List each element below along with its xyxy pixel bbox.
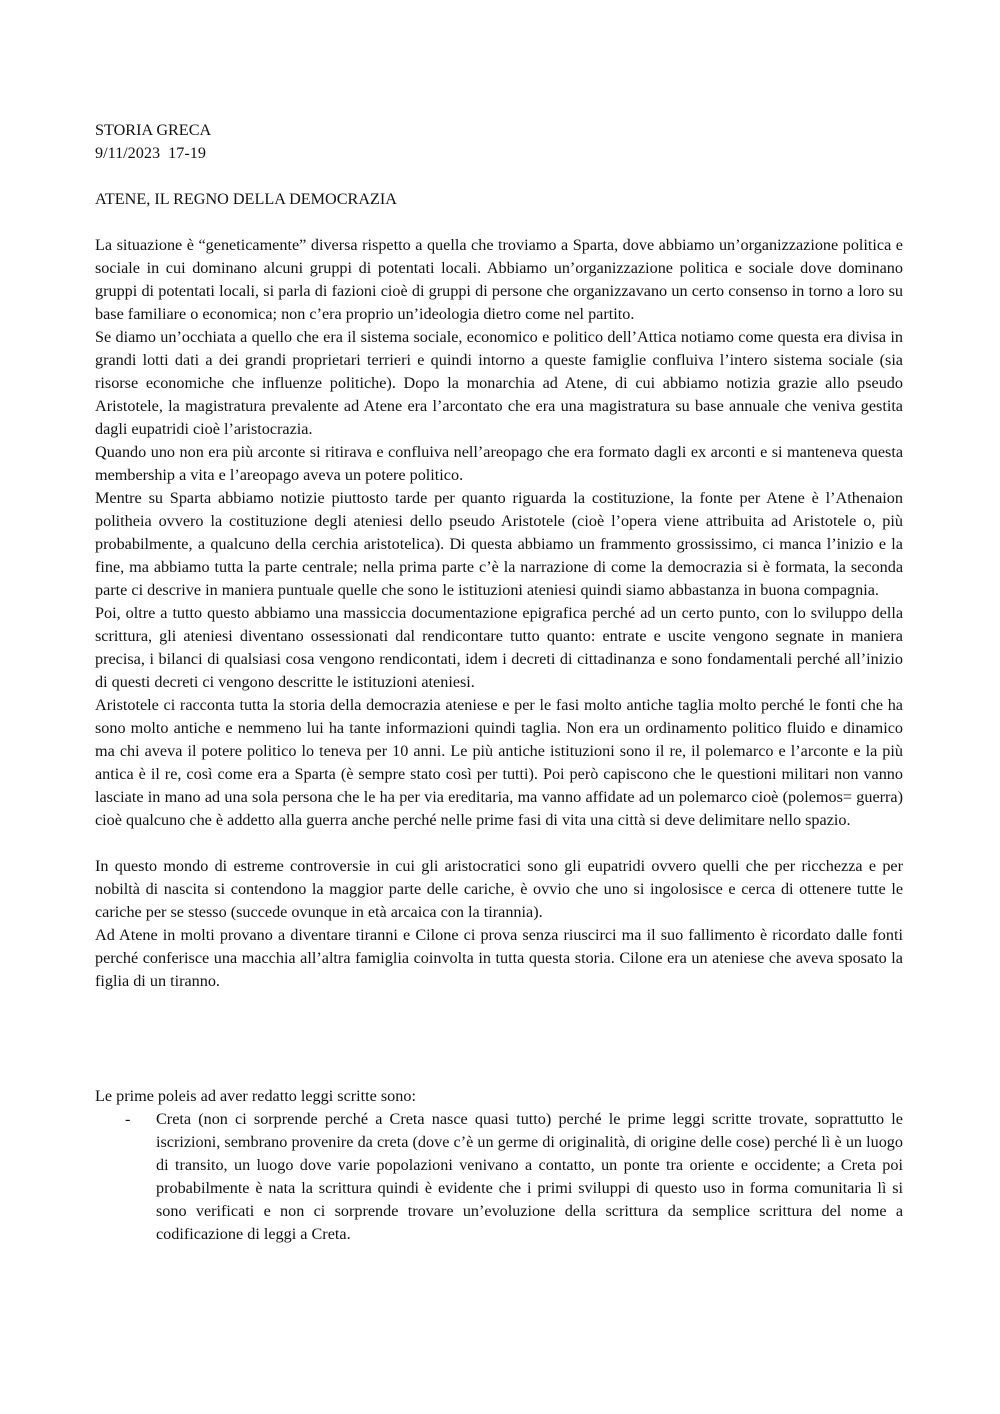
paragraph-2: Se diamo un’occhiata a quello che era il sistema sociale, economico e politico dell’Attica notiamo come questa era divisa in grandi lotti dati a dei grandi proprietari terrieri e quindi intorno a queste famiglie confluiva l’intero sistema sociale (sia risorse economiche che influenze politiche). Dopo la monarchia ad Atene, di cui abbiamo notizia grazie allo pseudo Aristotele, la magistratura prevalente ad Atene era l’arcontato che era una magistratura su base annuale che veniva gestita dagli eupatridi cioè l’aristocrazia. xyxy=(95,328,903,438)
document-page xyxy=(95,119,903,1246)
list-item-text: Creta (non ci sorprende perché a Creta nasce quasi tutto) perché le prime leggi scritte trovate, soprattutto le iscrizioni, sembrano provenire da creta (dove c’è un germe di originalità, di origine delle cose) perché lì è un luogo di transito, un luogo dove varie popolazioni venivano a contatto, un ponte tra oriente e occidente; a Creta poi probabilmente è nata la scrittura quindi è evidente che i primi sviluppi di questo uso in forma comunitaria lì si sono verificati e non ci sorprende trovare un’evoluzione della scrittura da semplice scrittura del nome a codificazione di leggi a Creta. xyxy=(156,1110,903,1243)
paragraph-5: Poi, oltre a tutto questo abbiamo una massiccia documentazione epigrafica perché ad un certo punto, con lo sviluppo della scrittura, gli ateniesi diventano ossessionati dal rendicontare tutto quanto: entrate e uscite vengono segnate in maniera precisa, i bilanci di qualsiasi cosa vengono rendicontati, idem i decreti di cittadinanza e sono fondamentali perché all’inizio di questi decreti ci vengono descritte le istituzioni ateniesi. xyxy=(95,604,903,691)
course-heading: STORIA GRECA xyxy=(95,121,212,139)
paragraph-8: Ad Atene in molti provano a diventare tiranni e Cilone ci prova senza riuscirci ma il suo fallimento è ricordato dalle fonti perché conferisce una macchia all’altra famiglia coinvolta in tutta questa storia. Cilone era un ateniese che aveva sposato la figlia di un tiranno. xyxy=(95,926,903,990)
lecture-date: 9/11/2023 17-19 xyxy=(95,144,206,162)
list-marker: - xyxy=(125,1110,131,1128)
document-title: ATENE, IL REGNO DELLA DEMOCRAZIA xyxy=(95,190,397,208)
list-intro: Le prime poleis ad aver redatto leggi scritte sono: xyxy=(95,1087,416,1105)
paragraph-4: Mentre su Sparta abbiamo notizie piuttosto tarde per quanto riguarda la costituzione, la fonte per Atene è l’Athenaion politheia ovvero la costituzione degli ateniesi dello pseudo Aristotele (cioè l’opera viene attribuita ad Aristotele o, più probabilmente, a qualcuno della cerchia aristotelica). Di questa abbiamo un frammento grossissimo, ci manca l’inizio e la fine, ma abbiamo tutta la parte centrale; nella prima parte c’è la narrazione di come la democrazia si è formata, la seconda parte ci descrive in maniera puntuale quelle che sono le istituzioni ateniesi quindi siamo abbastanza in buona compagnia. xyxy=(95,489,903,599)
paragraph-7: In questo mondo di estreme controversie in cui gli aristocratici sono gli eupatridi ovvero quelli che per ricchezza e per nobiltà di nascita si contendono la maggior parte delle cariche, è ovvio che uno si ingolosisce e cerca di ottenere tutte le cariche per se stesso (succede ovunque in età arcaica con la tirannia). xyxy=(95,857,903,921)
paragraph-3: Quando uno non era più arconte si ritirava e confluiva nell’areopago che era formato dagli ex arconti e si manteneva questa membership a vita e l’areopago aveva un potere politico. xyxy=(95,443,903,484)
list-item xyxy=(95,1108,903,1246)
paragraph-6: Aristotele ci racconta tutta la storia della democrazia ateniese e per le fasi molto antiche taglia molto perché le fonti che ha sono molto antiche e nemmeno lui ha tante informazioni quindi taglia. Non era un ordinamento politico fluido e dinamico ma chi aveva il potere politico lo teneva per 10 anni. Le più antiche istituzioni sono il re, il polemarco e l’arconte e la più antica è il re, così come era a Sparta (è sempre stato così per tutti). Poi però capiscono che le questioni militari non vanno lasciate in mano ad una sola persona che le ha per via ereditaria, ma vanno affidate ad un polemarco cioè (polemos= guerra) cioè qualcuno che è addetto alla guerra anche perché nelle prime fasi di vita una città si deve delimitare nello spazio. xyxy=(95,696,903,829)
bullet-list xyxy=(95,1108,903,1246)
paragraph-1: La situazione è “geneticamente” diversa rispetto a quella che troviamo a Sparta, dove abbiamo un’organizzazione politica e sociale in cui dominano alcuni gruppi di potentati locali. Abbiamo un’organizzazione politica e sociale dove dominano gruppi di potentati locali, si parla di fazioni cioè di gruppi di persone che organizzavano un certo consenso in torno a loro su base familiare o economica; non c’era proprio un’ideologia dietro come nel partito. xyxy=(95,236,903,323)
